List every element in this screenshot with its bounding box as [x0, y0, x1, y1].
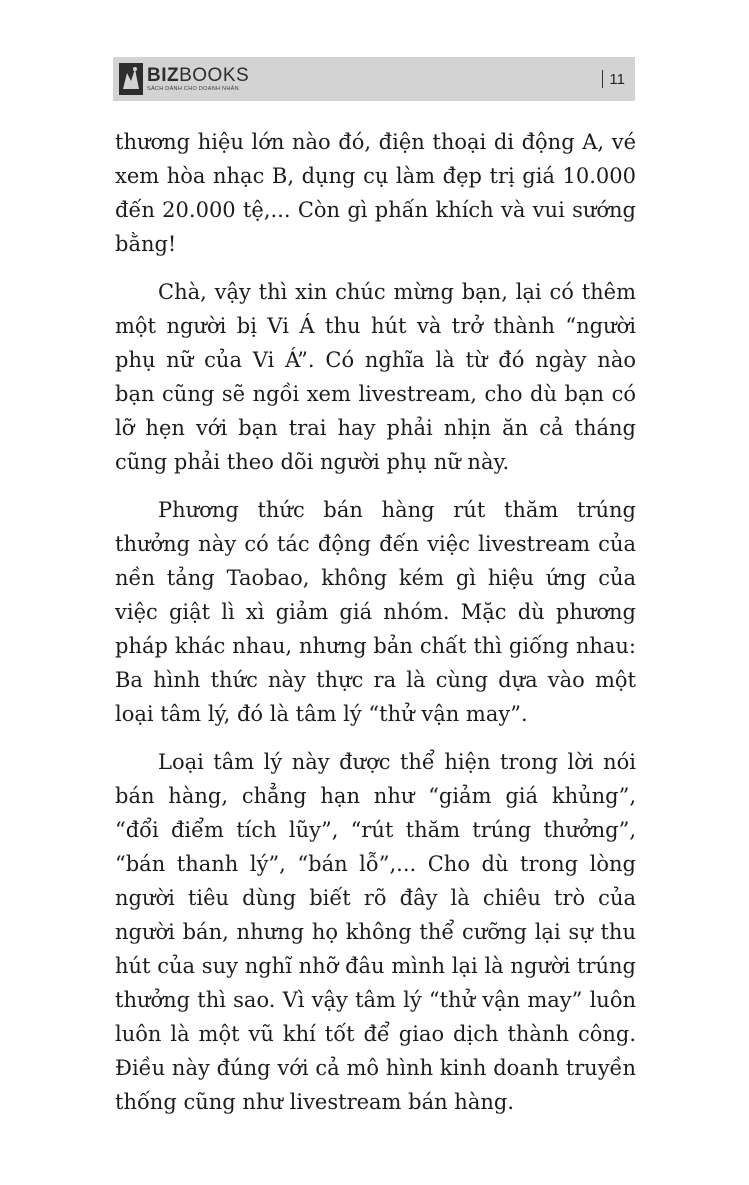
page-number: 11: [609, 70, 625, 88]
page-number-divider: [602, 70, 603, 88]
page-body: [115, 125, 636, 1133]
brand-name: BIZBOOKS: [147, 64, 250, 86]
paragraph: Chà, vậy thì xin chúc mừng bạn, lại có thêm một người bị Vi Á thu hút và trở thành “người phụ nữ của Vi Á”. Có nghĩa là từ đó ngày nào bạn cũng sẽ ngồi xem livestream, cho dù bạn có lỡ hẹn với bạn trai hay phải nhịn ăn cả tháng cũng phải theo dõi người phụ nữ này.: [115, 280, 636, 474]
brand-tagline: SÁCH DÀNH CHO DOANH NHÂN: [147, 85, 239, 92]
paragraph-continued: thương hiệu lớn nào đó, điện thoại di động A, vé xem hòa nhạc B, dụng cụ làm đẹp trị giá 10.000 đến 20.000 tệ,... Còn gì phấn khích và vui sướng bằng!: [115, 130, 636, 256]
page-number-area: [602, 68, 625, 90]
bizbooks-logo: [119, 61, 249, 97]
bizbooks-emblem-icon: [119, 63, 143, 95]
paragraph: Phương thức bán hàng rút thăm trúng thưởng này có tác động đến việc livestream của nền tảng Taobao, không kém gì hiệu ứng của việc giật lì xì giảm giá nhóm. Mặc dù phương pháp khác nhau, nhưng bản chất thì giống nhau: Ba hình thức này thực ra là cùng dựa vào một loại tâm lý, đó là tâm lý “thử vận may”.: [115, 498, 636, 726]
page-header: [113, 57, 635, 101]
paragraph: Loại tâm lý này được thể hiện trong lời nói bán hàng, chẳng hạn như “giảm giá khủng”, “đổi điểm tích lũy”, “rút thăm trúng thưởng”, “bán thanh lý”, “bán lỗ”,... Cho dù trong lòng người tiêu dùng biết rõ đây là chiêu trò của người bán, nhưng họ không thể cưỡng lại sự thu hút của suy nghĩ nhỡ đâu mình lại là người trúng thưởng thì sao. Vì vậy tâm lý “thử vận may” luôn luôn là một vũ khí tốt để giao dịch thành công. Điều này đúng với cả mô hình kinh doanh truyền thống cũng như livestream bán hàng.: [115, 750, 636, 1114]
